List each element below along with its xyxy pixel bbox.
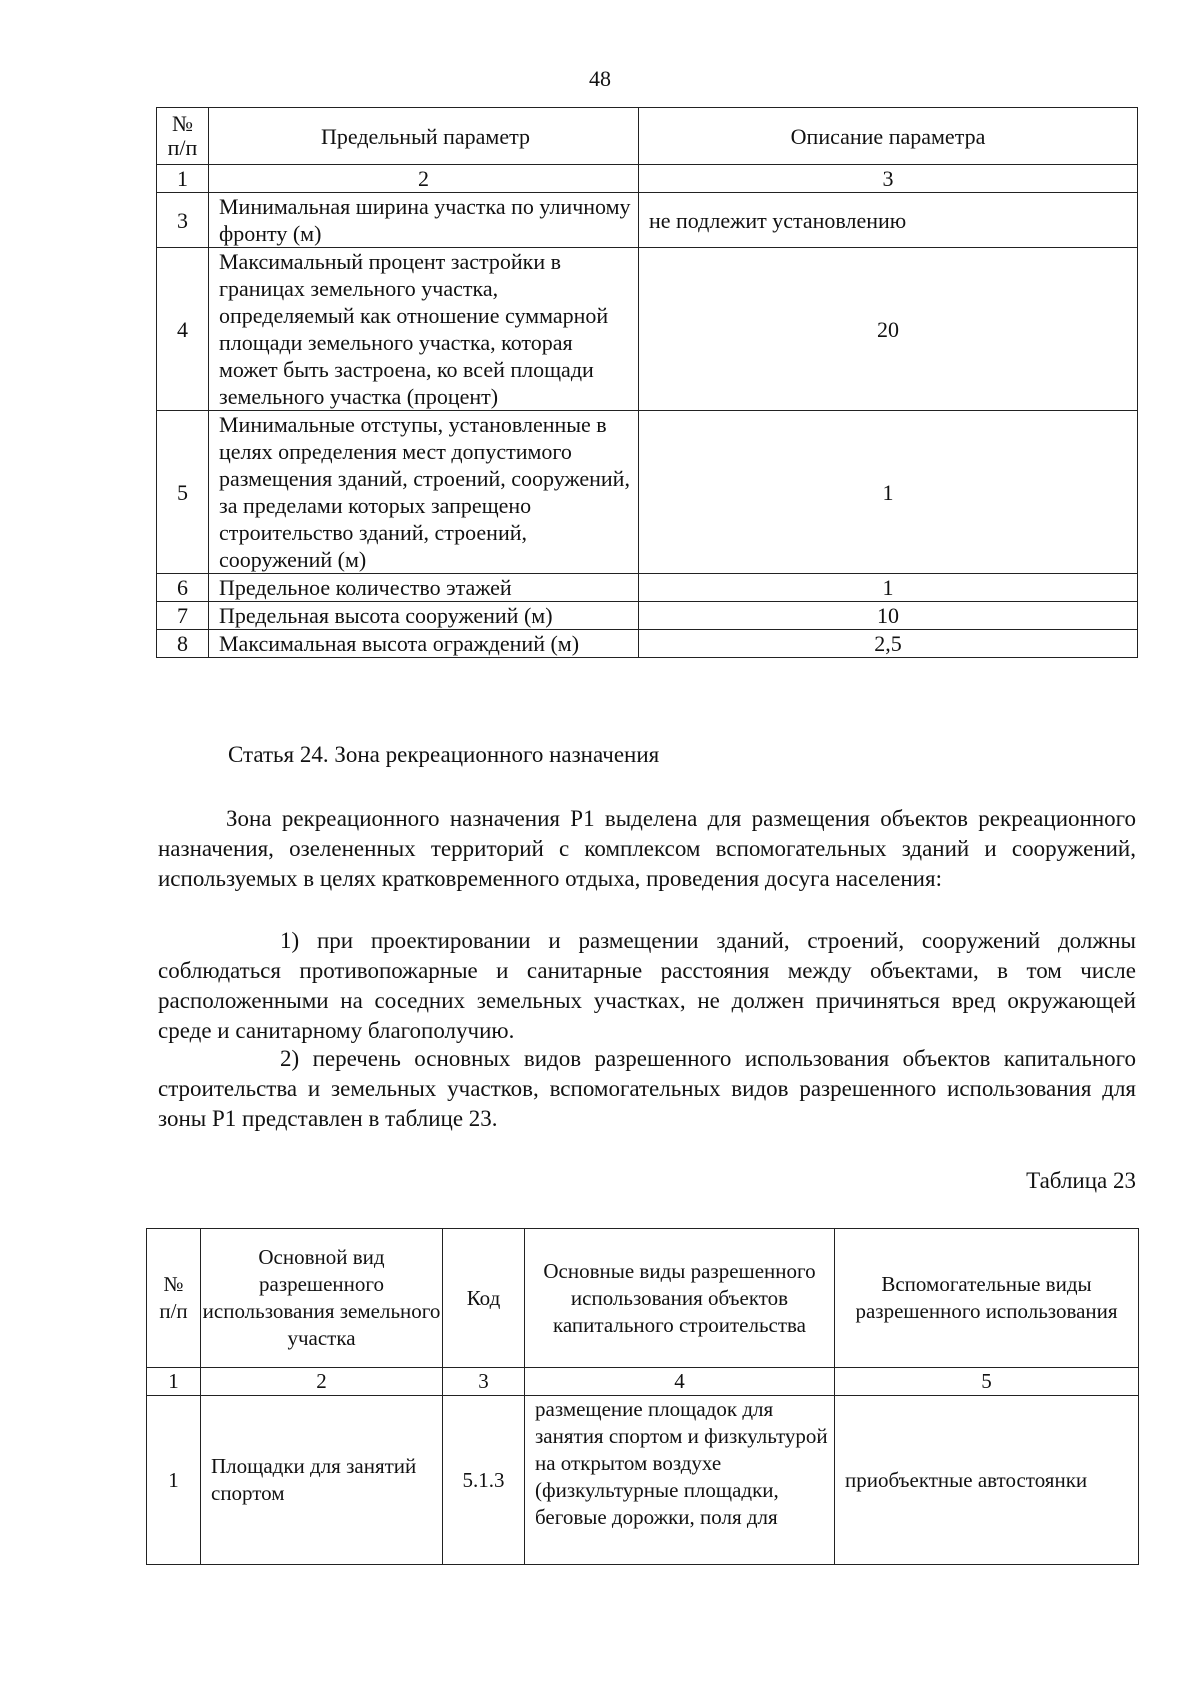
column-number: 3 [443,1368,525,1396]
table-row [147,1396,1139,1565]
header-cell-number: № п/п [157,108,209,165]
row-value: не подлежит установлению [639,193,1138,248]
table-row [157,411,1138,574]
row-value: 1 [639,411,1138,574]
row-aux-use: приобъектные автостоянки [835,1396,1139,1565]
column-number: 5 [835,1368,1139,1396]
row-number: 1 [147,1396,201,1565]
row-number: 6 [157,574,209,602]
row-parameter: Предельная высота сооружений (м) [209,602,639,630]
row-code: 5.1.3 [443,1396,525,1565]
row-value: 1 [639,574,1138,602]
header-cell-parameter: Предельный параметр [209,108,639,165]
table-label: Таблица 23 [1026,1168,1136,1193]
row-number: 5 [157,411,209,574]
row-parameter: Предельное количество этажей [209,574,639,602]
header-cell-aux-use: Вспомогательные виды разрешенного использования [835,1229,1139,1368]
paragraph [158,926,1136,1046]
table-row [157,193,1138,248]
table-row [157,602,1138,630]
header-cell-number: № п/п [147,1229,201,1368]
row-capital-use: размещение площадок для занятия спортом и физкультурой на открытом воздухе (физкультурные площадки, беговые дорожки, поля для [525,1396,835,1565]
header-cell-main-use: Основной вид разрешенного использования земельного участка [201,1229,443,1368]
column-number: 1 [147,1368,201,1396]
row-main-use: Площадки для занятий спортом [201,1396,443,1565]
paragraph-text: Зона рекреационного назначения Р1 выделена для размещения объектов рекреационного назначения, озелененных территорий с комплексом вспомогательных зданий и сооружений, используемых в целях кратковременного отдыха, проведения досуга населения: [158,806,1136,891]
row-number: 8 [157,630,209,658]
row-number: 4 [157,248,209,411]
row-value: 10 [639,602,1138,630]
paragraph [158,804,1136,894]
paragraph-text: 2) перечень основных видов разрешенного использования объектов капитального строительства и земельных участков, вспомогательных видов разрешенного использования для зоны Р1 представлен в таблице 23. [158,1046,1136,1131]
row-number: 7 [157,602,209,630]
header-cell-description: Описание параметра [639,108,1138,165]
article-heading: Статья 24. Зона рекреационного назначения [228,742,660,767]
row-parameter: Минимальные отступы, установленные в целях определения мест допустимого размещения зданий, строений, сооружений, за пределами которых запрещено строительство зданий, строений, сооружений (м) [209,411,639,574]
row-number: 3 [157,193,209,248]
column-numbering-row [157,165,1138,193]
row-parameter: Максимальная высота ограждений (м) [209,630,639,658]
column-number: 2 [201,1368,443,1396]
header-cell-code: Код [443,1229,525,1368]
column-number: 4 [525,1368,835,1396]
table-row [157,574,1138,602]
paragraph-text: 1) при проектировании и размещении зданий, строений, сооружений должны соблюдаться противопожарные и санитарные расстояния между объектами, в том числе расположенными на соседних земельных участках, не должен причиняться вред окружающей среде и санитарному благополучию. [158,928,1136,1043]
column-number: 1 [157,165,209,193]
row-value: 2,5 [639,630,1138,658]
row-parameter: Минимальная ширина участка по уличному фронту (м) [209,193,639,248]
page-number: 48 [589,66,611,91]
limit-parameters-table [156,107,1138,658]
column-number: 3 [639,165,1138,193]
row-parameter: Максимальный процент застройки в границах земельного участка, определяемый как отношение суммарной площади земельного участка, которая может быть застроена, ко всей площади земельного участка (процент) [209,248,639,411]
table-row [157,248,1138,411]
table-header-row [147,1229,1139,1368]
table-row [157,630,1138,658]
row-value: 20 [639,248,1138,411]
column-numbering-row [147,1368,1139,1396]
paragraph [158,1044,1136,1134]
table-header-row [157,108,1138,165]
permitted-use-table [146,1228,1139,1565]
header-cell-capital-use: Основные виды разрешенного использования объектов капитального строительства [525,1229,835,1368]
column-number: 2 [209,165,639,193]
